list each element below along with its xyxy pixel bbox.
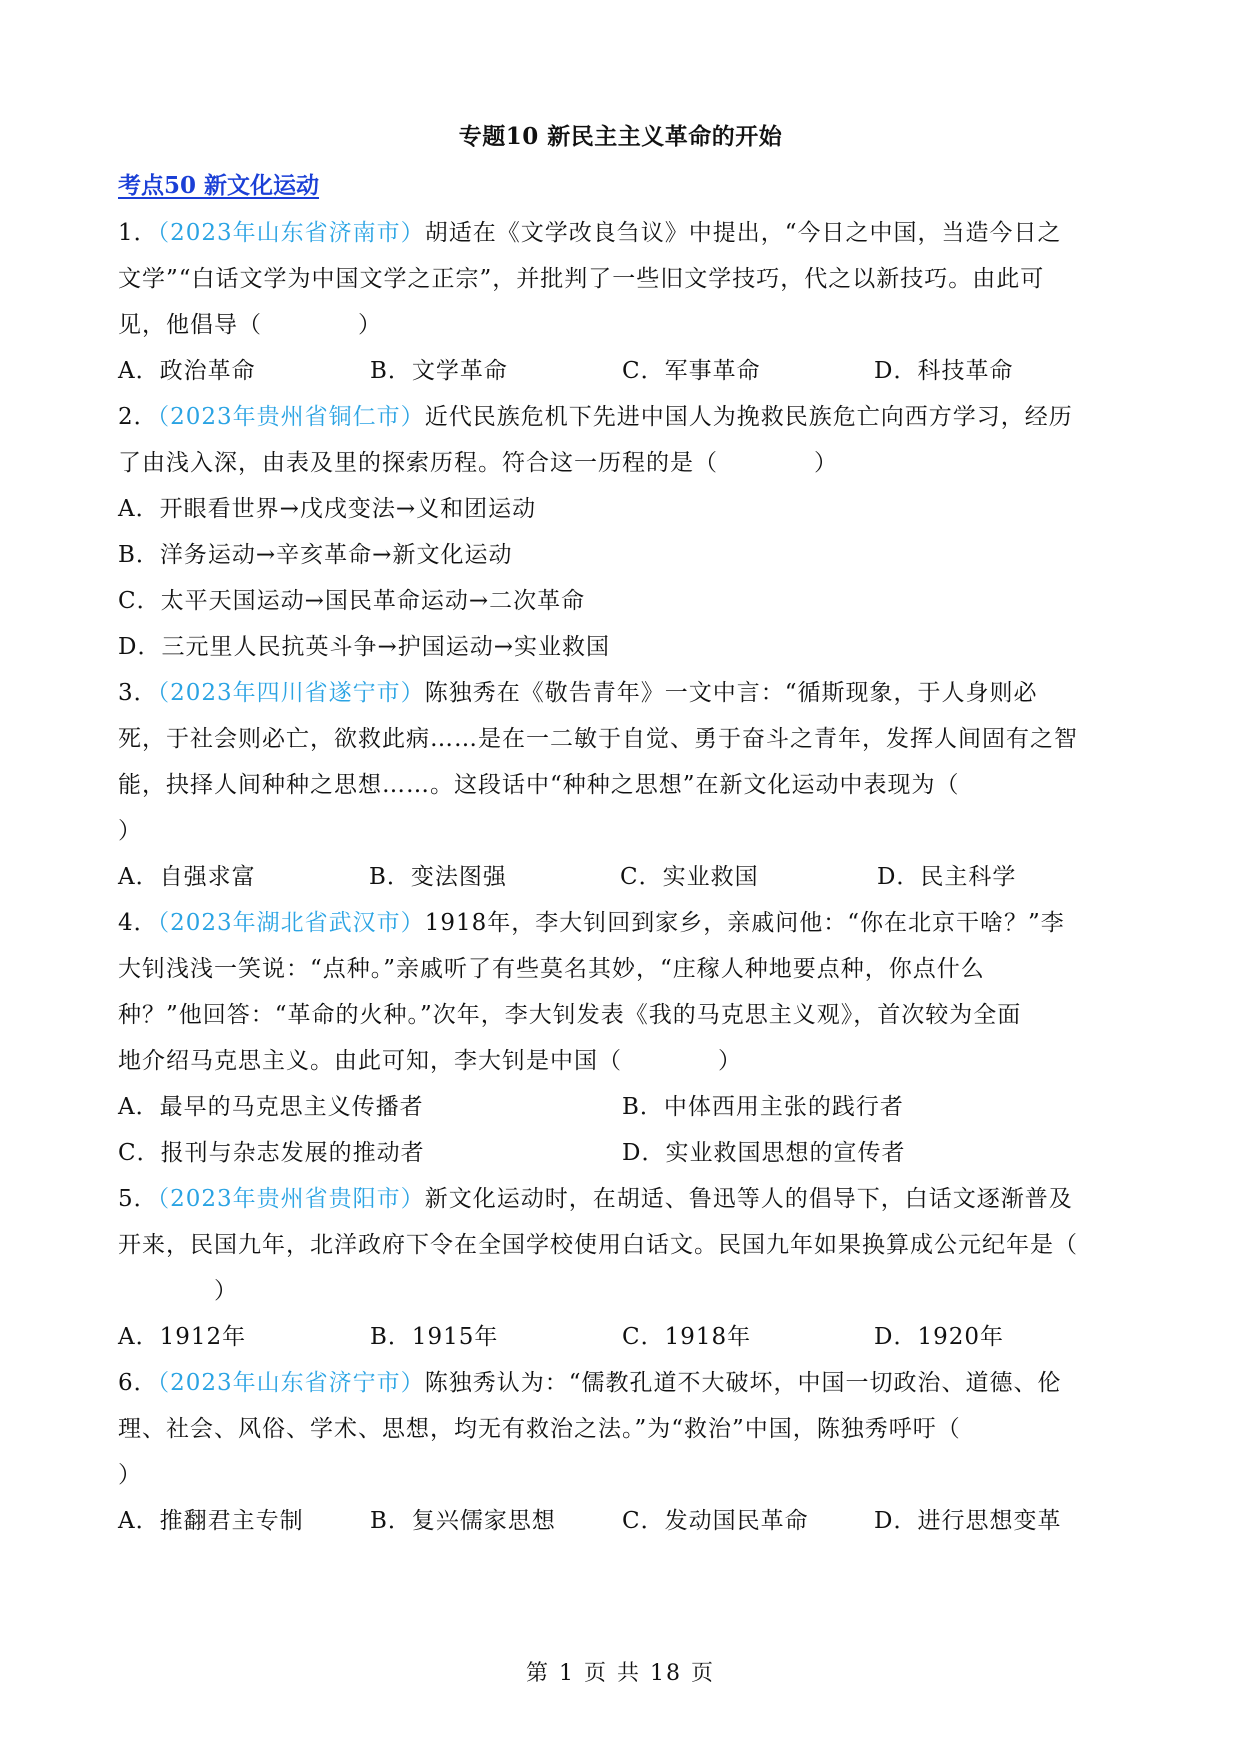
question-text-line: 能，抉择人间种种之思想……。这段话中“种种之思想”在新文化运动中表现为（ xyxy=(118,772,960,798)
question-text-line: ） xyxy=(118,1278,238,1304)
option-a[interactable]: A．最早的马克思主义传播者 xyxy=(118,1094,424,1120)
question-3 xyxy=(118,670,1128,900)
question-source: （2023年湖北省武汉市） xyxy=(157,910,425,936)
question-4 xyxy=(118,900,1128,1176)
option-c[interactable]: C．1918年 xyxy=(622,1324,752,1350)
question-text-line: 死，于社会则必亡，欲救此病……是在一二敏于自觉、勇于奋斗之青年，发挥人间固有之智 xyxy=(118,726,1078,752)
question-number: 1． xyxy=(118,220,158,246)
question-text-line: 大钊浅浅一笑说：“点种。”亲戚听了有些莫名其妙，“庄稼人种地要点种，你点什么 xyxy=(118,956,985,982)
question-number: 6． xyxy=(118,1370,158,1396)
question-5 xyxy=(118,1176,1128,1360)
option-d[interactable]: D．进行思想变革 xyxy=(874,1508,1062,1534)
question-1 xyxy=(118,210,1128,394)
option-b[interactable]: B．1915年 xyxy=(370,1324,499,1350)
question-text-line: 近代民族危机下先进中国人为挽救民族危亡向西方学习，经历 xyxy=(424,404,1073,430)
option-c[interactable]: C．太平天国运动→国民革命运动→二次革命 xyxy=(118,588,586,614)
option-d[interactable]: D．实业救国思想的宣传者 xyxy=(622,1140,906,1166)
section-heading-link[interactable]: 考点50 新文化运动 xyxy=(118,172,320,199)
question-text-line: 陈独秀认为：“儒教孔道不大破坏，中国一切政治、道德、伦 xyxy=(424,1370,1062,1396)
option-c[interactable]: C．发动国民革命 xyxy=(622,1508,809,1534)
option-b[interactable]: B．文学革命 xyxy=(370,358,508,384)
option-row xyxy=(118,1130,1128,1176)
page-title: 专题10 新民主主义革命的开始 xyxy=(458,123,783,150)
page-footer: 第 1 页 共 18 页 xyxy=(526,1661,715,1686)
question-text-line: 开来，民国九年，北洋政府下令在全国学校使用白话文。民国九年如果换算成公元纪年是（ xyxy=(118,1232,1078,1258)
option-c[interactable]: C．实业救国 xyxy=(620,864,759,890)
question-number: 2． xyxy=(118,404,158,430)
option-d[interactable]: D．三元里人民抗英斗争→护国运动→实业救国 xyxy=(118,634,610,660)
option-row xyxy=(118,1084,1128,1130)
question-text-line: 胡适在《文学改良刍议》中提出，“今日之中国，当造今日之 xyxy=(424,220,1062,246)
option-a[interactable]: A．推翻君主专制 xyxy=(118,1508,304,1534)
option-b[interactable]: B．变法图强 xyxy=(369,864,507,890)
question-source: （2023年贵州省贵阳市） xyxy=(157,1186,425,1212)
question-text-line: 陈独秀在《敬告青年》一文中言：“循斯现象，于人身则必 xyxy=(424,680,1038,706)
question-text-line: 1918年，李大钊回到家乡，亲戚问他：“你在北京干啥？”李 xyxy=(424,910,1065,936)
option-a[interactable]: A．自强求富 xyxy=(118,864,256,890)
question-text-line: 了由浅入深，由表及里的探索历程。符合这一历程的是（ ） xyxy=(118,450,838,476)
question-list xyxy=(118,210,1128,1544)
option-b[interactable]: B．中体西用主张的践行者 xyxy=(622,1094,904,1120)
question-number: 3． xyxy=(118,680,158,706)
option-row xyxy=(118,854,1128,900)
option-a[interactable]: A．政治革命 xyxy=(118,358,256,384)
question-number: 4． xyxy=(118,910,158,936)
option-row xyxy=(118,1314,1128,1360)
question-source: （2023年山东省济宁市） xyxy=(157,1370,425,1396)
question-text-line: ） xyxy=(118,818,142,844)
question-source: （2023年四川省遂宁市） xyxy=(157,680,425,706)
question-text-line: 新文化运动时，在胡适、鲁迅等人的倡导下，白话文逐渐普及 xyxy=(424,1186,1073,1212)
option-row xyxy=(118,348,1128,394)
option-b[interactable]: B．复兴儒家思想 xyxy=(370,1508,556,1534)
question-number: 5． xyxy=(118,1186,158,1212)
question-text-line: ） xyxy=(118,1462,142,1488)
question-source: （2023年山东省济南市） xyxy=(157,220,425,246)
question-text-line: 文学”“白话文学为中国文学之正宗”，并批判了一些旧文学技巧，代之以新技巧。由此可 xyxy=(118,266,1045,292)
question-source: （2023年贵州省铜仁市） xyxy=(157,404,425,430)
option-c[interactable]: C．军事革命 xyxy=(622,358,761,384)
option-b[interactable]: B．洋务运动→辛亥革命→新文化运动 xyxy=(118,542,513,568)
option-d[interactable]: D．1920年 xyxy=(874,1324,1004,1350)
question-2 xyxy=(118,394,1128,670)
option-row xyxy=(118,1498,1128,1544)
option-a[interactable]: A．1912年 xyxy=(118,1324,247,1350)
question-text-line: 地介绍马克思主义。由此可知，李大钊是中国（ ） xyxy=(118,1048,742,1074)
question-text-line: 见，他倡导（ ） xyxy=(118,312,382,338)
question-6 xyxy=(118,1360,1128,1544)
option-d[interactable]: D．民主科学 xyxy=(876,864,1017,890)
option-d[interactable]: D．科技革命 xyxy=(874,358,1014,384)
option-a[interactable]: A．开眼看世界→戊戌变法→义和团运动 xyxy=(118,496,537,522)
option-c[interactable]: C．报刊与杂志发展的推动者 xyxy=(118,1140,425,1166)
question-text-line: 种？”他回答：“革命的火种。”次年，李大钊发表《我的马克思主义观》，首次较为全面 xyxy=(118,1002,1022,1028)
question-text-line: 理、社会、风俗、学术、思想，均无有救治之法。”为“救治”中国，陈独秀呼吁（ xyxy=(118,1416,961,1442)
